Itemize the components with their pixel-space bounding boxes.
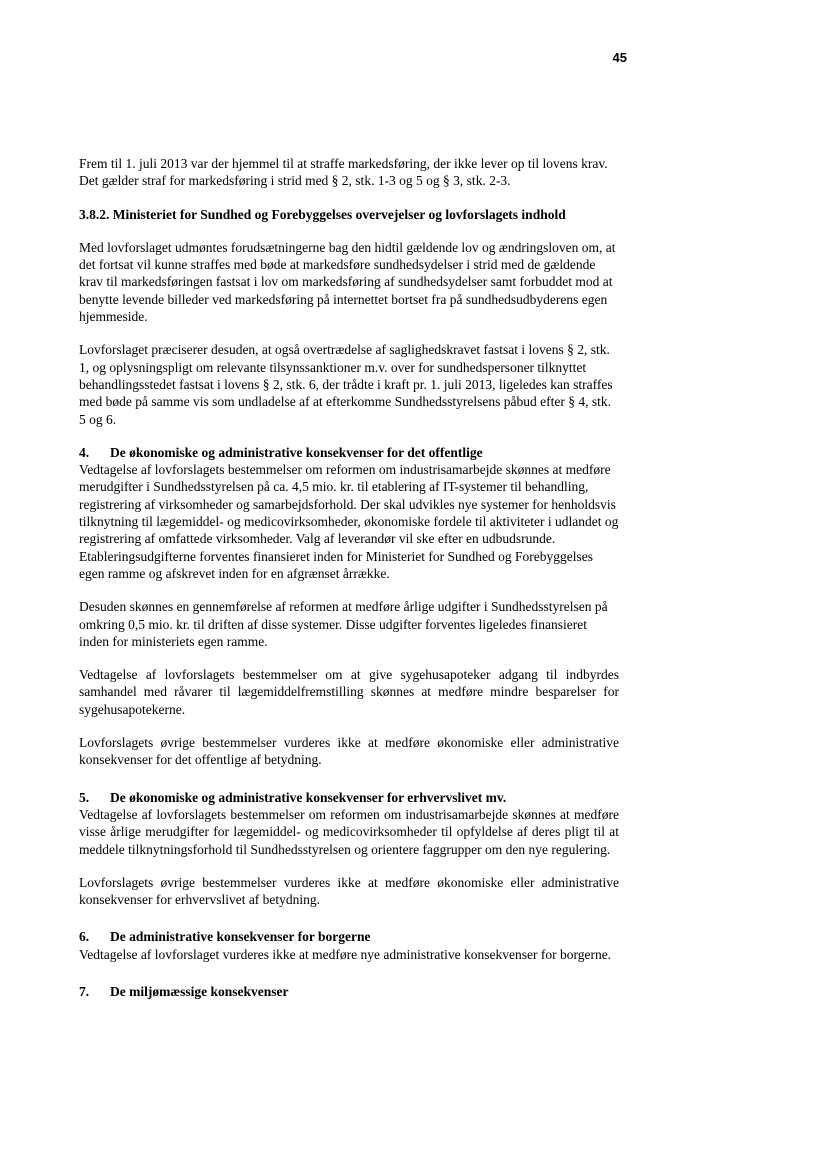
section-number: 6.: [79, 929, 90, 945]
section-heading: [79, 983, 619, 1000]
section-title: De miljømæssige konsekvenser: [110, 983, 289, 999]
subsection-paragraph: Med lovforslaget udmøntes forudsætningerne bag den hidtil gældende lov og ændringsloven om, at det fortsat vil kunne straffes med bøde at markedsføre sundhedsydelser i strid med de gældende krav til markedsføringen fastsat i lov om markedsføring af sundhedsydelser samt forbuddet mod at benytte levende billeder ved markedsføring på internettet bortset fra på sundhedsudbyderens egen hjemmeside.: [79, 239, 616, 325]
section-paragraph: Desuden skønnes en gennemførelse af reformen at medføre årlige udgifter i Sundhedsstyrelsen på omkring 0,5 mio. kr. til driften af disse systemer. Disse udgifter forventes ligeledes finansieret inden for ministeriets egen ramme.: [79, 599, 608, 649]
subsection-paragraph: Lovforslaget præciserer desuden, at også overtrædelse af saglighedskravet fastsat i lovens § 2, stk. 1, og oplysningspligt om relevante tilsynssanktioner m.v. over for sundhedspersoner tilknyttet behandlingsstedet fastsat i lovens § 2, stk. 6, der trådte i kraft pr. 1. juli 2013, ligeledes kan straffes med bøde på samme vis som undladelse af at efterkomme Sundhedsstyrelsens påbud efter § 4, stk. 5 og 6.: [79, 342, 613, 427]
section-heading: [79, 928, 619, 945]
page-content: [79, 155, 619, 1000]
section-title: De økonomiske og administrative konsekvenser for det offentlige: [110, 444, 483, 460]
section-heading: [79, 444, 619, 461]
section-heading: [79, 789, 619, 806]
section-title: De økonomiske og administrative konsekvenser for erhvervslivet mv.: [110, 789, 507, 805]
section-number: 7.: [79, 983, 90, 999]
intro-paragraph: Frem til 1. juli 2013 var der hjemmel til at straffe markedsføring, der ikke lever op til lovens krav. Det gælder straf for markedsføring i strid med § 2, stk. 1-3 og 5 og § 3, stk. 2-3.: [79, 156, 608, 189]
section-paragraph: Vedtagelse af lovforslaget vurderes ikke at medføre nye administrative konsekvenser for borgerne.: [79, 946, 612, 962]
section-paragraph: Vedtagelse af lovforslagets bestemmelser om reformen om industrisamarbejde skønnes at medføre visse årlige merudgifter for lægemiddel- og medicovirksomheder til opfyldelse af deres pligt til at meddele tilknytningsforhold til Sundhedsstyrelsen og orientere faggrupper om den nye regulering.: [79, 806, 619, 857]
section-paragraph: Vedtagelse af lovforslagets bestemmelser om at give sygehusapoteker adgang til indbyrdes samhandel med råvarer til lægemiddelfremstilling skønnes at medføre mindre besparelser for sygehusapotekerne.: [79, 667, 619, 717]
subsection-heading: 3.8.2. Ministeriet for Sundhed og Forebyggelses overvejelser og lovforslagets indhold: [79, 206, 566, 222]
page-number: 45: [612, 50, 627, 65]
section-number: 5.: [79, 789, 90, 805]
section-paragraph: Lovforslagets øvrige bestemmelser vurderes ikke at medføre økonomiske eller administrative konsekvenser for det offentlige af betydning.: [79, 735, 619, 768]
section-paragraph: Vedtagelse af lovforslagets bestemmelser om reformen om industrisamarbejde skønnes at medføre merudgifter i Sundhedsstyrelsen på ca. 4,5 mio. kr. til etablering af IT-systemer til behandling, registrering af virksomheder og samarbejdsforhold. Der skal udvikles nye systemer for henholdsvis tilknytning til lægemiddel- og medicovirksomheder, økonomiske fordele til aktiviteter i udlandet og registrering af omfattede virksomheder. Valg af leverandør vil ske efter en udbudsrunde. Etableringsudgifterne forventes finansieret inden for Ministeriet for Sundhed og Forebyggelses egen ramme og afskrevet inden for en afgrænset årrække.: [79, 462, 619, 581]
section-paragraph: Lovforslagets øvrige bestemmelser vurderes ikke at medføre økonomiske eller administrative konsekvenser for erhvervslivet af betydning.: [79, 874, 619, 908]
section-number: 4.: [79, 444, 90, 460]
section-title: De administrative konsekvenser for borgerne: [110, 929, 371, 945]
